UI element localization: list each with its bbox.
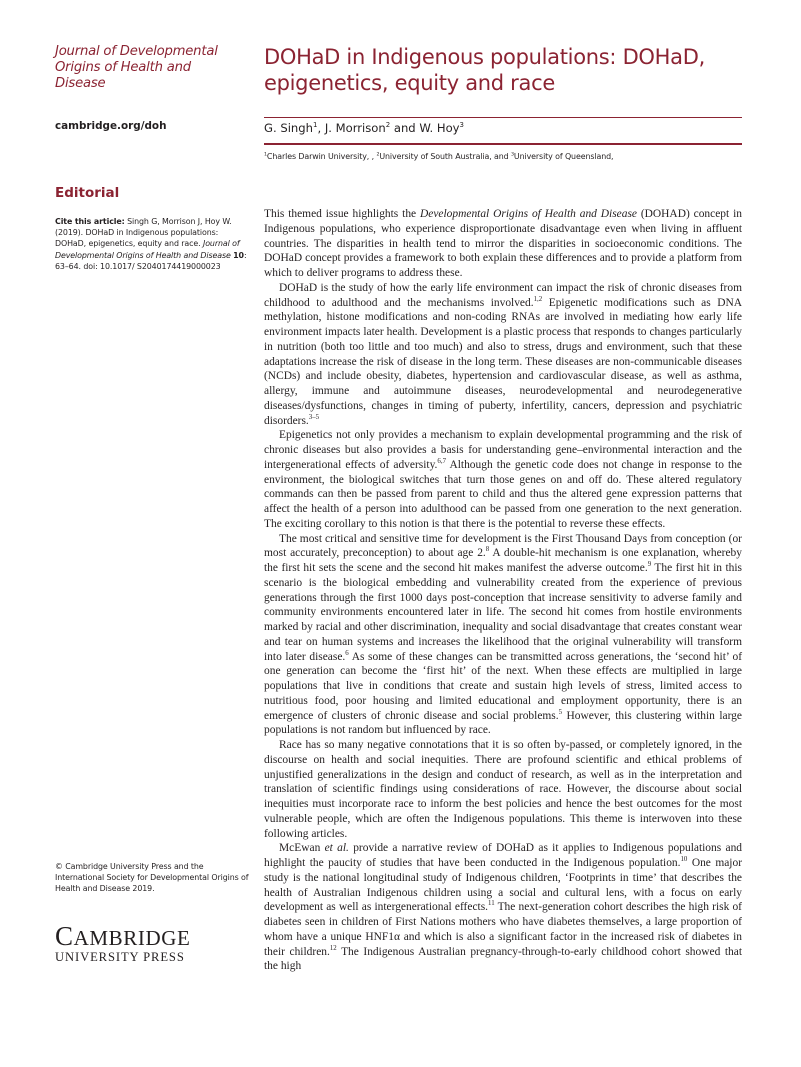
reference-link[interactable]: 8 bbox=[485, 546, 490, 554]
reference-link[interactable]: 11 bbox=[488, 900, 495, 908]
reference-link[interactable]: 12 bbox=[329, 944, 337, 952]
article-title: DOHaD in Indigenous populations: DOHaD, epigenetics, equity and race bbox=[264, 45, 705, 95]
copyright-notice: © Cambridge University Press and the International Society for Developmental Origins of Health and Disease 2019. bbox=[55, 862, 249, 894]
paragraph: Epigenetics not only provides a mechanism to explain developmental programming and the risk of chronic diseases but also provides a basis for understanding gene–environmental interaction and the intergenerational effects of adversity.$^{6,7}$ Although the genetic code does not change in response to the environment, the biological switches that turn those genes on and off do. These altered regulatory commands can then be passed from parent to child and thus the altered gene expression patterns that affect the health of a person into adulthood can be passed from one generation to the next generation. The exciting corollary to this notion is that there is the potential to reverse these effects. bbox=[264, 429, 742, 530]
affiliation: University of South Australia, and bbox=[379, 152, 511, 161]
title-rule-bottom bbox=[264, 143, 742, 145]
author-name[interactable]: G. Singh bbox=[264, 121, 313, 135]
reference-link[interactable]: 6 bbox=[345, 649, 349, 657]
journal-site-link[interactable]: cambridge.org/doh bbox=[55, 120, 167, 132]
citation-volume: 10 bbox=[233, 250, 244, 260]
author-affiliation-mark: 2 bbox=[385, 121, 391, 130]
paragraph: The most critical and sensitive time for development is the First Thousand Days from conception (or most accurately, preconception) to about age 2.$^8$ A double-hit mechanism is one explanation, whereby the first hit sets the scene and the second hit makes manifest the adverse outcome.$^9$ The first hit in this scenario is the biological embedding and vulnerability created from the experience of previous generations through the first 1000 days post-conception that increase sensitivity to adverse family and community environments encountered later in life. The second hit comes from hostile environments marked by racial and other discrimination, inequality and social disadvantage that creates constant wear and tear on human systems and increases the likelihood that the original vulnerability will transform into later disease.$^6$ As some of these changes can be transmitted across generations, the ‘second hit’ of one generation can become the ‘first hit’ of the next. When these effects are multiplied in large populations that live in conditions that create and sustain high levels of stress, limited access to nutritious food, poor housing and limited educational and employment opportunity, there is an emergence of clusters of chronic disease and social problems.$^5$ However, this clustering within large populations is not random but influenced by race. bbox=[264, 532, 742, 737]
citation-block bbox=[55, 216, 251, 272]
paragraph: Race has so many negative connotations that it is so often by-passed, or completely ignored, in the discourse on health and social inequities. There are profound scientific and ethical problems of unjustified generalizations in the design and conduct of research, as well as in the interpretation and translation of scientific findings using considerations of race. However, the discourse about social inequities must incorporate race to inform the best policies and hence the best outcomes for the most vulnerable people, which are often the Indigenous populations. This theme is interwoven into these following articles. bbox=[264, 739, 742, 840]
author-name[interactable]: W. Hoy bbox=[419, 121, 460, 135]
affiliation: University of Queensland, bbox=[513, 152, 614, 161]
reference-link[interactable]: 5 bbox=[558, 708, 563, 716]
citation-label: Cite this article: bbox=[55, 217, 125, 226]
author-name[interactable]: J. Morrison bbox=[324, 121, 386, 135]
affiliations: $^1$Charles Darwin University, , $^2$University of South Australia, and $^3$University of Queensland, bbox=[264, 152, 614, 161]
citation-doi[interactable]: : 63–64. doi: 10.1017/ S2040174419000023 bbox=[55, 250, 247, 271]
affiliation: Charles Darwin University, , bbox=[266, 152, 377, 161]
reference-link[interactable]: 9 bbox=[647, 561, 652, 569]
paragraph: DOHaD is the study of how the early life environment can impact the risk of chronic diseases from childhood to adulthood and the mechanisms involved.$^{1,2}$ Epigenetic modifications such as DNA methylation, histone modifications and non-coding RNAs are involved in mediating how early life environment impacts later health. Development is a plastic process that responds to changes particularly in nutrition (both too little and too much) and also to stress, drugs and environment, such that these adaptations increase the risk of disease in the long term. These diseases are non-communicable diseases (NCDs) and include obesity, diabetes, hypertension and cardiovascular disease, as well as asthma, allergy, immune and autoimmune diseases, neurodevelopmental and neurodegenerative diseases/dysfunctions, changes in timing of puberty, infertility, cancers, depression and psychiatric disorders.$^{3-5}$ bbox=[264, 281, 742, 427]
cambridge-university-press-logo bbox=[55, 921, 191, 964]
author-list: G. Singh$^1$, J. Morrison$^2$ and W. Hoy$^3$ bbox=[264, 121, 464, 135]
article-type-label: Editorial bbox=[55, 185, 120, 201]
journal-name: Journal of Developmental Origins of Health and Disease bbox=[55, 44, 218, 91]
reference-link[interactable]: 1,2 bbox=[533, 295, 543, 303]
author-affiliation-mark: 3 bbox=[459, 121, 464, 130]
article-body bbox=[264, 207, 742, 974]
reference-link[interactable]: 3–5 bbox=[308, 413, 320, 421]
author-affiliation-mark: 1 bbox=[313, 121, 318, 130]
paragraph: This themed issue highlights the Developmental Origins of Health and Disease (DOHAD) concept in Indigenous populations, who experience disproportionate disadvantage even when living in affluent countries. The disparities in health tend to mirror the disparities in socioeconomic conditions. The DOHaD concept provides a framework to both explain these differences and to provide a platform from which to deliver programs to address these. bbox=[264, 208, 742, 279]
logo-line-2: UNIVERSITY PRESS bbox=[55, 950, 185, 964]
logo-line-1: CAMBRIDGE bbox=[55, 921, 191, 951]
citation-journal: Journal of Developmental Origins of Health and Disease bbox=[55, 239, 240, 260]
citation-text: Singh G, Morrison J, Hoy W. (2019). DOHaD in Indigenous populations: DOHaD, epigenetics, equity and race. bbox=[55, 217, 232, 249]
reference-link[interactable]: 6,7 bbox=[437, 457, 446, 465]
title-rule-top bbox=[264, 117, 742, 118]
paragraph: McEwan et al. provide a narrative review of DOHaD as it applies to Indigenous populations and highlight the paucity of studies that have been conducted in the Indigenous population.$^{10}$ One major study is the national longitudinal study of Indigenous children, ‘Footprints in time’ that describes the health of Australian Indigenous children using a social and cultural lens, with a focus on early development as well as intergenerational effects.$^{11}$ The next-generation cohort describes the high risk of diabetes seen in children of First Nations mothers who have diabetes themselves, a large proportion of whom have a unique HNF1α and which is also a significant factor in the increased risk of diabetes in their children.$^{12}$ The Indigenous Australian pregnancy-through-to-early childhood cohort showed that the high bbox=[264, 842, 743, 973]
reference-link[interactable]: 10 bbox=[680, 856, 688, 864]
